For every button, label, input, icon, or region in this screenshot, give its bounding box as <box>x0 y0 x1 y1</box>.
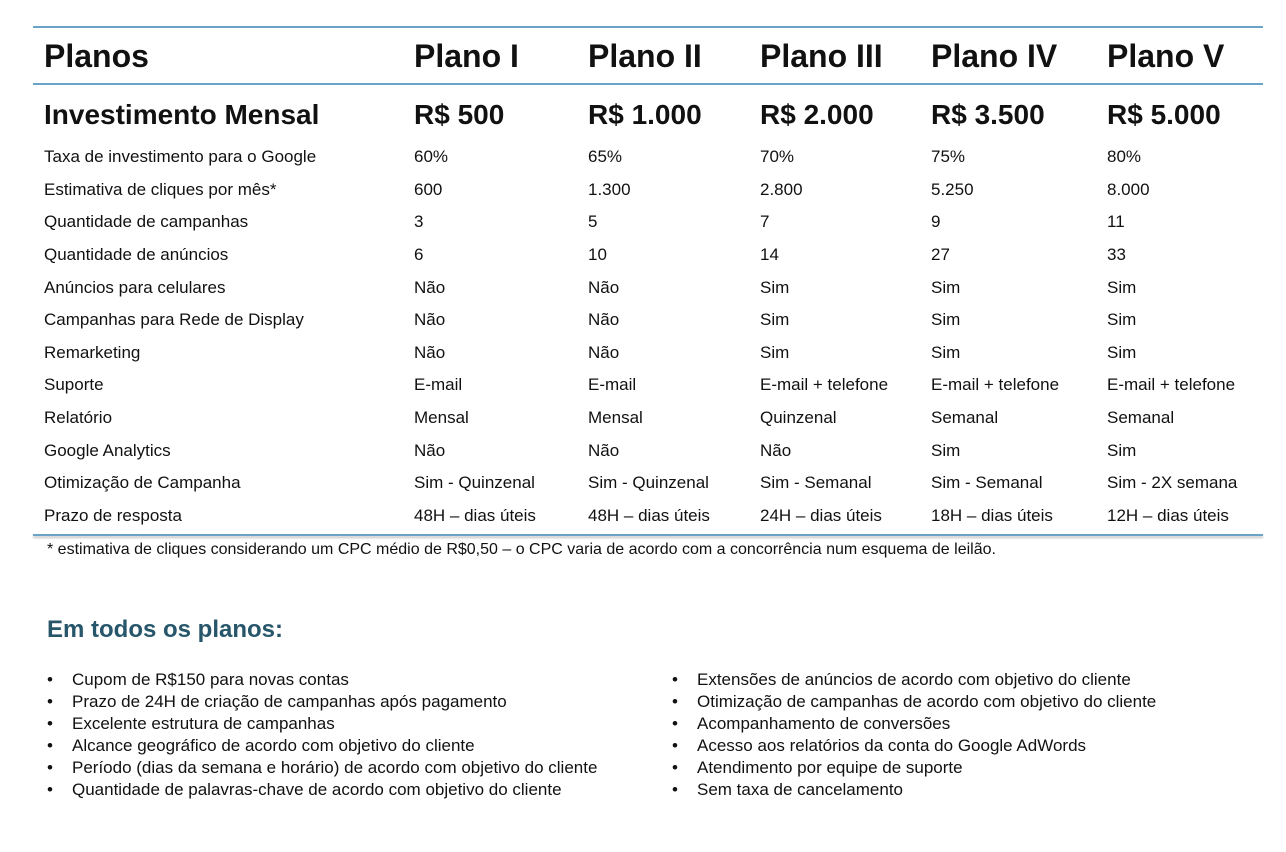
bullet-icon: • <box>672 736 678 755</box>
table-cell: Sim - Semanal <box>931 473 1043 493</box>
table-cell: Sim <box>931 342 961 362</box>
row-label: Otimização de Campanha <box>44 473 241 493</box>
investment-value: R$ 500 <box>414 99 505 130</box>
table-cell: 14 <box>760 245 779 265</box>
header-plano-iii: Plano III <box>760 38 883 74</box>
header-plano-ii: Plano II <box>588 38 702 74</box>
table-row <box>33 271 1263 304</box>
list-item <box>672 779 1156 801</box>
list-item-text: Atendimento por equipe de suporte <box>697 758 963 777</box>
table-bottom-rule <box>33 534 1263 536</box>
list-item-text: Sem taxa de cancelamento <box>697 780 904 799</box>
table-cell: Não <box>414 440 446 460</box>
bullet-icon: • <box>672 670 678 689</box>
bullet-icon: • <box>672 692 678 711</box>
table-cell: 3 <box>414 212 424 232</box>
table-cell: 80% <box>1107 147 1142 167</box>
table-cell: 27 <box>931 245 950 265</box>
list-item <box>47 669 597 691</box>
list-item-text: Quantidade de palavras-chave de acordo com objetivo do cliente <box>72 780 562 799</box>
row-label: Anúncios para celulares <box>44 277 226 297</box>
table-cell: 2.800 <box>760 179 803 199</box>
table-cell: Não <box>588 310 620 330</box>
list-item-text: Alcance geográfico de acordo com objetivo do cliente <box>72 736 475 755</box>
table-header-row <box>33 28 1263 85</box>
table-cell: 8.000 <box>1107 179 1150 199</box>
table-cell: Não <box>588 440 620 460</box>
table-row <box>33 304 1263 337</box>
table-row <box>33 337 1263 370</box>
list-item-text: Acesso aos relatórios da conta do Google AdWords <box>697 736 1087 755</box>
table-cell: 11 <box>1107 212 1125 232</box>
investment-value: R$ 5.000 <box>1107 99 1221 130</box>
table-cell: Mensal <box>414 408 469 428</box>
list-item <box>672 735 1156 757</box>
table-cell: Sim <box>1107 310 1137 330</box>
list-item-text: Excelente estrutura de campanhas <box>72 714 335 733</box>
bullet-list-right <box>672 669 1156 801</box>
table-row <box>33 141 1263 174</box>
table-cell: 65% <box>588 147 623 167</box>
footnote: * estimativa de cliques considerando um CPC médio de R$0,50 – o CPC varia de acordo com a concorrência num esquema de leilão. <box>47 541 996 558</box>
table-cell: Não <box>588 342 620 362</box>
list-item-text: Período (dias da semana e horário) de acordo com objetivo do cliente <box>72 758 598 777</box>
table-cell: 9 <box>931 212 941 232</box>
list-item <box>47 735 597 757</box>
row-label: Quantidade de campanhas <box>44 212 249 232</box>
table-cell: Sim <box>1107 342 1137 362</box>
bullet-icon: • <box>672 758 678 777</box>
investment-value: R$ 3.500 <box>931 99 1045 130</box>
row-label: Campanhas para Rede de Display <box>44 310 304 330</box>
bullet-icon: • <box>672 714 678 733</box>
table-cell: 600 <box>414 179 443 199</box>
table-cell: Sim - Quinzenal <box>414 473 535 493</box>
list-item <box>47 691 597 713</box>
header-plano-iv: Plano IV <box>931 38 1058 74</box>
investment-label: Investimento Mensal <box>44 99 320 130</box>
table-body <box>33 141 1263 532</box>
table-cell: Sim <box>1107 440 1137 460</box>
list-item-text: Acompanhamento de conversões <box>697 714 951 733</box>
table-cell: Não <box>414 277 446 297</box>
table-cell: 5 <box>588 212 598 232</box>
table-cell: 60% <box>414 147 449 167</box>
table-cell: Sim <box>760 310 790 330</box>
table-cell: 70% <box>760 147 795 167</box>
table-cell: Não <box>588 277 620 297</box>
bullet-icon: • <box>672 780 678 799</box>
section-title: Em todos os planos: <box>47 616 284 643</box>
table-cell: Sim <box>760 342 790 362</box>
table-row <box>33 369 1263 402</box>
row-label: Quantidade de anúncios <box>44 245 229 265</box>
table-cell: 75% <box>931 147 966 167</box>
bullet-icon: • <box>47 736 53 755</box>
list-item <box>672 713 1156 735</box>
table-row <box>33 239 1263 272</box>
table-cell: 12H – dias úteis <box>1107 505 1229 525</box>
investment-value: R$ 1.000 <box>588 99 702 130</box>
bullet-icon: • <box>47 758 53 777</box>
list-item <box>672 757 1156 779</box>
table-cell: 33 <box>1107 245 1126 265</box>
header-plano-v: Plano V <box>1107 38 1225 74</box>
table-cell: Mensal <box>588 408 643 428</box>
table-cell: Sim <box>931 277 961 297</box>
list-item <box>672 691 1156 713</box>
list-item <box>47 779 597 801</box>
table-cell: Semanal <box>931 408 999 428</box>
table-cell: Sim <box>931 440 961 460</box>
table-cell: E-mail <box>414 375 463 395</box>
investment-value: R$ 2.000 <box>760 99 874 130</box>
list-item <box>47 713 597 735</box>
table-cell: Sim <box>760 277 790 297</box>
table-row <box>33 434 1263 467</box>
bullet-icon: • <box>47 692 53 711</box>
table-row <box>33 174 1263 207</box>
table-cell: Não <box>760 440 792 460</box>
table-cell: E-mail <box>588 375 637 395</box>
list-item <box>47 757 597 779</box>
table-cell: 5.250 <box>931 179 974 199</box>
table-cell: 1.300 <box>588 179 631 199</box>
header-plano-i: Plano I <box>414 38 519 74</box>
investment-row <box>33 85 1263 141</box>
table-cell: E-mail + telefone <box>931 375 1060 395</box>
table-row <box>33 467 1263 500</box>
table-cell: 6 <box>414 245 424 265</box>
table-cell: 24H – dias úteis <box>760 505 882 525</box>
table-cell: Sim <box>931 310 961 330</box>
list-item-text: Extensões de anúncios de acordo com objetivo do cliente <box>697 670 1131 689</box>
plans-table <box>33 26 1263 532</box>
table-cell: E-mail + telefone <box>1107 375 1236 395</box>
row-label: Estimativa de cliques por mês* <box>44 179 277 199</box>
table-cell: E-mail + telefone <box>760 375 889 395</box>
row-label: Prazo de resposta <box>44 505 182 525</box>
row-label: Remarketing <box>44 342 141 362</box>
table-cell: Sim - 2X semana <box>1107 473 1238 493</box>
row-label: Google Analytics <box>44 440 171 460</box>
table-cell: Não <box>414 342 446 362</box>
table-cell: Semanal <box>1107 408 1175 428</box>
table-cell: Quinzenal <box>760 408 837 428</box>
table-cell: Sim - Semanal <box>760 473 872 493</box>
bullet-icon: • <box>47 780 53 799</box>
table-cell: Sim <box>1107 277 1137 297</box>
table-cell: 48H – dias úteis <box>414 505 536 525</box>
table-row <box>33 206 1263 239</box>
list-item <box>672 669 1156 691</box>
bullet-icon: • <box>47 714 53 733</box>
row-label: Taxa de investimento para o Google <box>44 147 317 167</box>
table-cell: Sim - Quinzenal <box>588 473 709 493</box>
list-item-text: Cupom de R$150 para novas contas <box>72 670 349 689</box>
table-cell: 7 <box>760 212 770 232</box>
row-label: Relatório <box>44 408 113 428</box>
row-label: Suporte <box>44 375 104 395</box>
table-cell: 48H – dias úteis <box>588 505 710 525</box>
header-planos: Planos <box>44 38 149 74</box>
table-cell: 10 <box>588 245 607 265</box>
table-row <box>33 500 1263 533</box>
table-cell: 18H – dias úteis <box>931 505 1053 525</box>
bullet-icon: • <box>47 670 53 689</box>
list-item-text: Prazo de 24H de criação de campanhas após pagamento <box>72 692 507 711</box>
table-row <box>33 402 1263 435</box>
list-item-text: Otimização de campanhas de acordo com objetivo do cliente <box>697 692 1157 711</box>
table-cell: Não <box>414 310 446 330</box>
bullet-list-left <box>47 669 597 801</box>
